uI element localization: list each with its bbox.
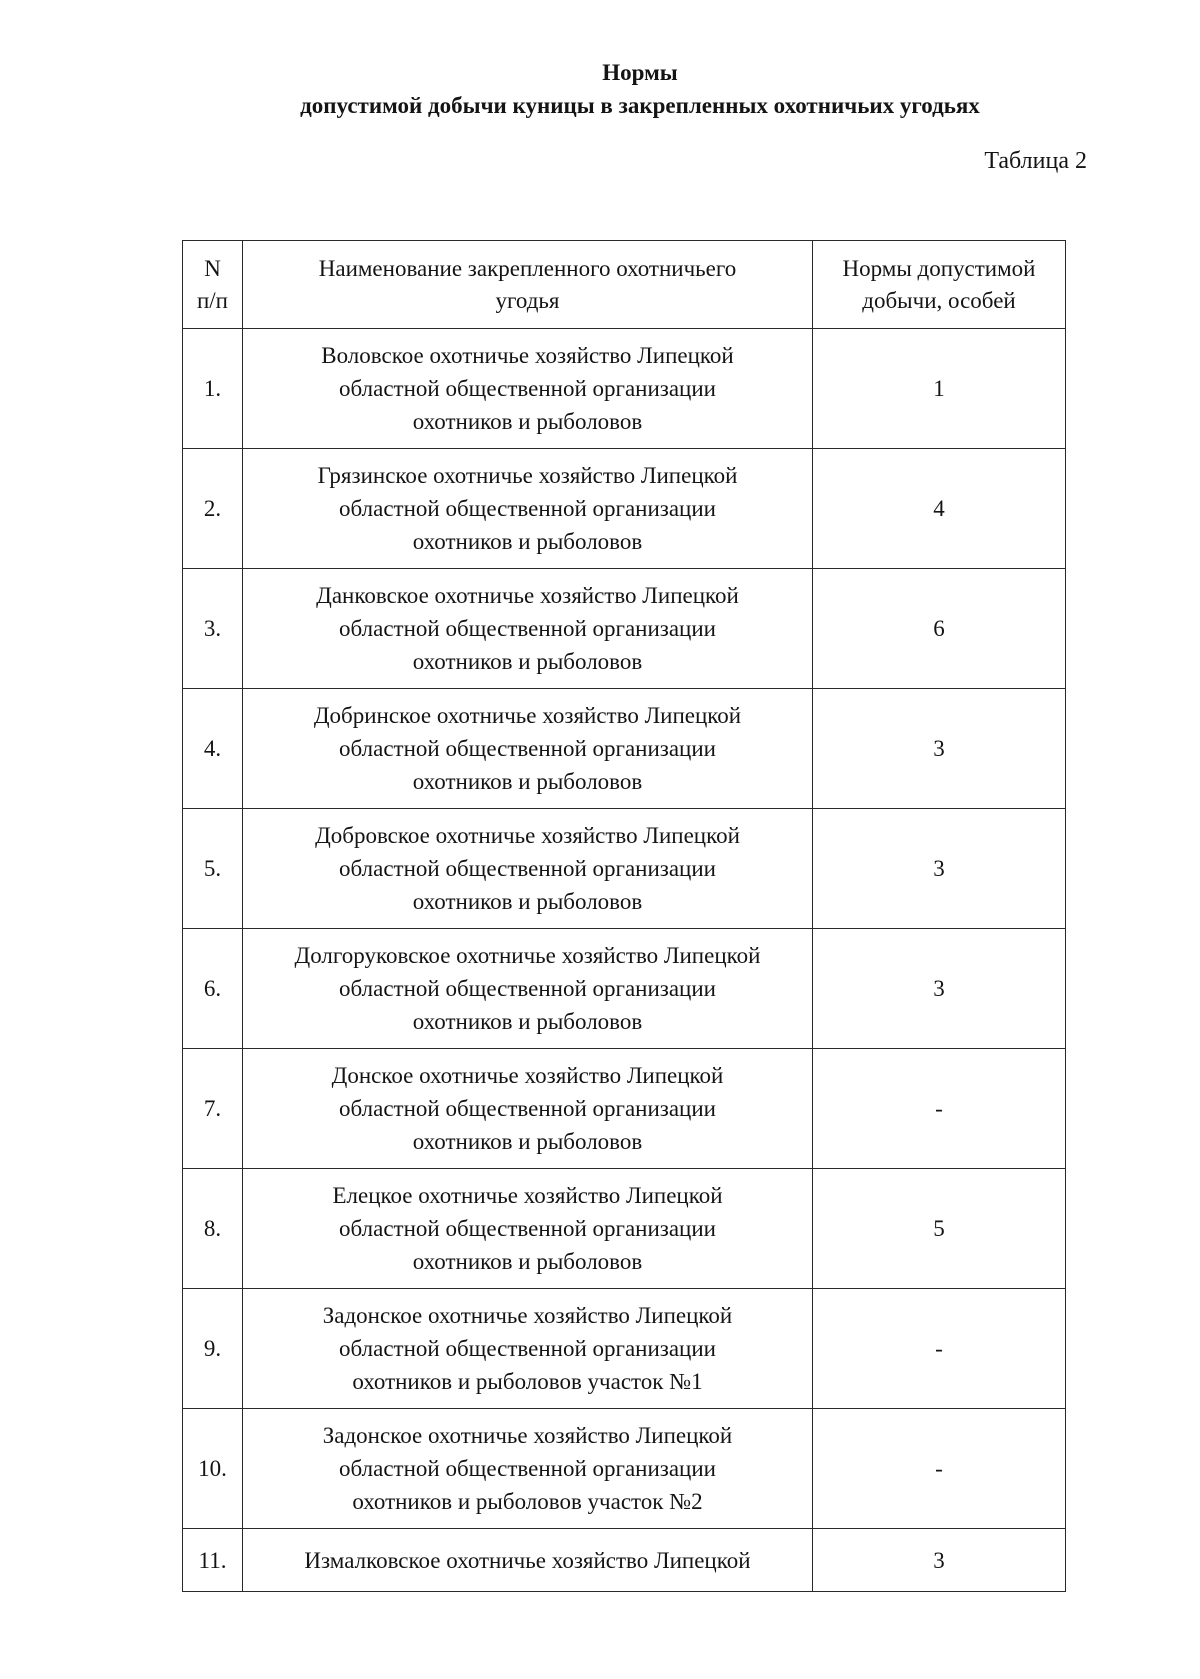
row-ground-name: Добровское охотничье хозяйство Липецкой областной общественной организации охотников и рыболовов [243,809,813,929]
row-ground-name: Долгоруковское охотничье хозяйство Липецкой областной общественной организации охотников и рыболовов [243,929,813,1049]
row-harvest-norm: 4 [813,449,1066,569]
row-ground-name: Измалковское охотничье хозяйство Липецкой [243,1529,813,1592]
row-number: 6. [183,929,243,1049]
row-number: 1. [183,329,243,449]
row-number: 10. [183,1409,243,1529]
row-harvest-norm: 3 [813,809,1066,929]
table-number-label: Таблица 2 [984,148,1087,174]
row-ground-name: Донское охотничье хозяйство Липецкой областной общественной организации охотников и рыболовов [243,1049,813,1169]
header-ground-name: Наименование закрепленного охотничьего угодья [243,241,813,329]
table-row [183,449,1066,569]
table-row [183,689,1066,809]
header-harvest-norm: Нормы допустимой добычи, особей [813,241,1066,329]
table-row [183,569,1066,689]
row-ground-name: Грязинское охотничье хозяйство Липецкой областной общественной организации охотников и рыболовов [243,449,813,569]
row-harvest-norm: 6 [813,569,1066,689]
row-harvest-norm: - [813,1289,1066,1409]
table-row [183,1289,1066,1409]
row-ground-name: Задонское охотничье хозяйство Липецкой областной общественной организации охотников и рыболовов участок №2 [243,1409,813,1529]
norms-table [182,240,1066,1592]
row-ground-name: Добринское охотничье хозяйство Липецкой областной общественной организации охотников и рыболовов [243,689,813,809]
table-row [183,1529,1066,1592]
table-row [183,1169,1066,1289]
row-harvest-norm: 3 [813,689,1066,809]
row-harvest-norm: 5 [813,1169,1066,1289]
table-row [183,929,1066,1049]
table-row [183,329,1066,449]
row-number: 9. [183,1289,243,1409]
row-ground-name: Данковское охотничье хозяйство Липецкой областной общественной организации охотников и рыболовов [243,569,813,689]
row-harvest-norm: 1 [813,329,1066,449]
row-number: 7. [183,1049,243,1169]
row-harvest-norm: - [813,1409,1066,1529]
table-row [183,809,1066,929]
row-harvest-norm: 3 [813,1529,1066,1592]
table-header-row [183,241,1066,329]
row-harvest-norm: - [813,1049,1066,1169]
row-number: 5. [183,809,243,929]
row-number: 3. [183,569,243,689]
title-line-2: допустимой добычи куницы в закрепленных охотничьих угодьях [300,93,980,118]
row-harvest-norm: 3 [813,929,1066,1049]
title-line-1: Нормы [602,60,678,85]
row-ground-name: Елецкое охотничье хозяйство Липецкой областной общественной организации охотников и рыболовов [243,1169,813,1289]
row-ground-name: Воловское охотничье хозяйство Липецкой областной общественной организации охотников и рыболовов [243,329,813,449]
row-number: 11. [183,1529,243,1592]
table-row [183,1049,1066,1169]
row-number: 4. [183,689,243,809]
document-title [0,56,1200,122]
row-number: 2. [183,449,243,569]
row-number: 8. [183,1169,243,1289]
header-number: N п/п [183,241,243,329]
row-ground-name: Задонское охотничье хозяйство Липецкой областной общественной организации охотников и рыболовов участок №1 [243,1289,813,1409]
table-row [183,1409,1066,1529]
